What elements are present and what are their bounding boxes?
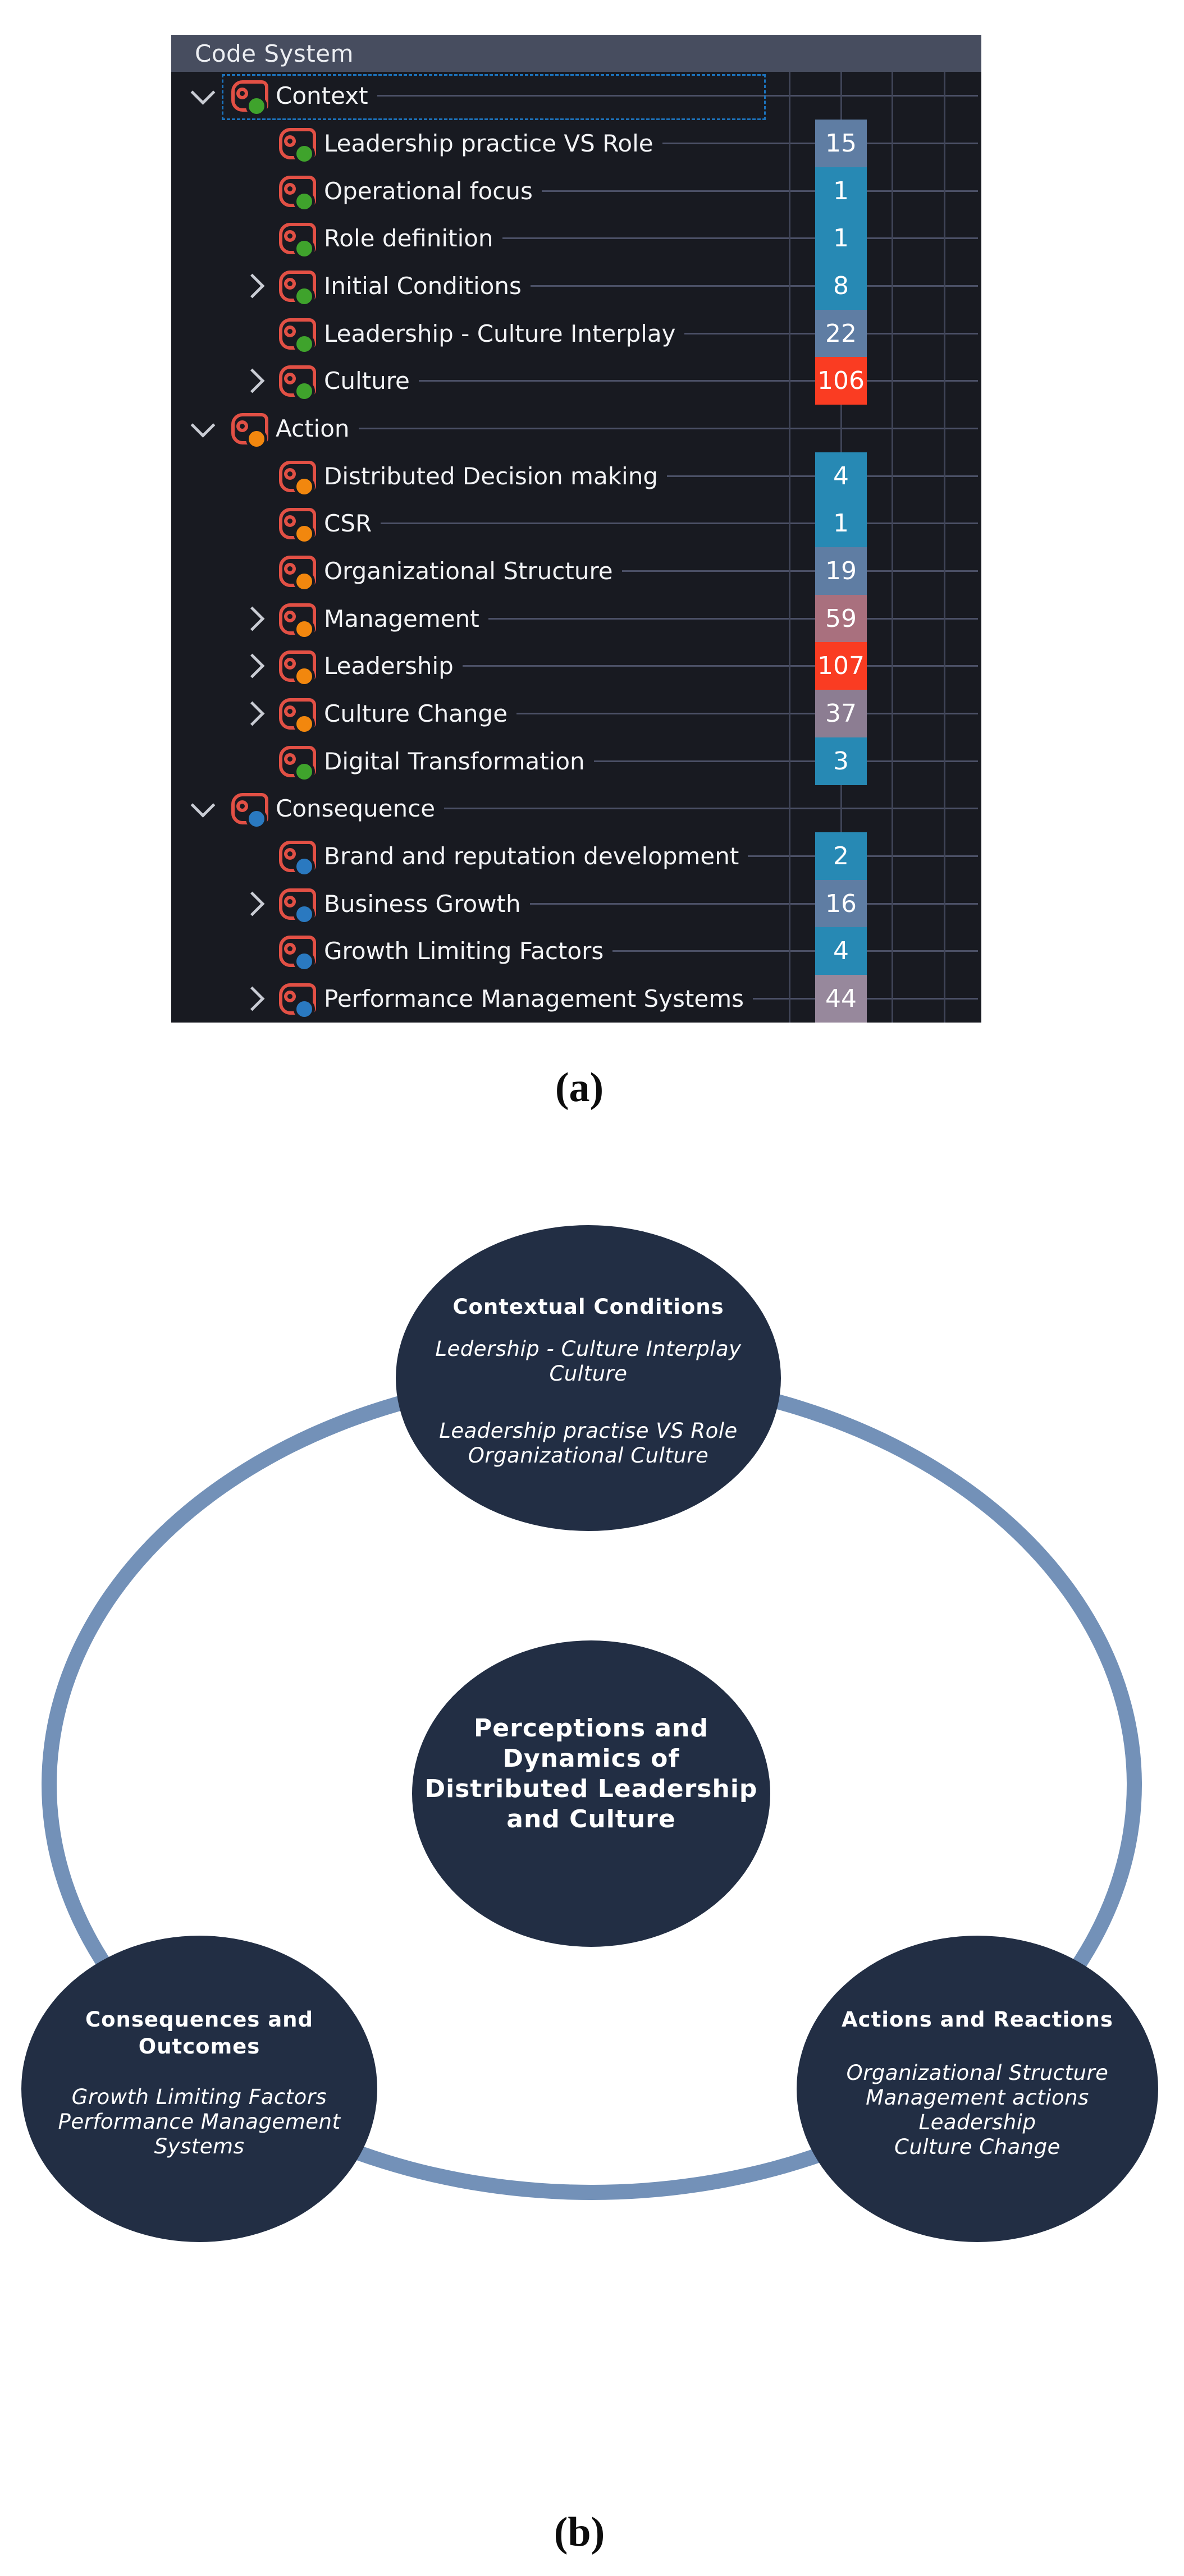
tree-row-action[interactable] <box>189 405 978 452</box>
tree-row-organizational-structure[interactable] <box>240 547 978 595</box>
bubble-item: Performance Management <box>58 2110 341 2134</box>
bubble-item: Management actions <box>866 2085 1089 2110</box>
bubble-title: Contextual Conditions <box>452 1295 724 1319</box>
leader-line <box>359 428 978 429</box>
tree-row-label: Leadership - Culture Interplay <box>324 320 676 347</box>
code-icon <box>279 223 316 254</box>
chevron-spacer <box>240 120 264 167</box>
tree-row-brand-and-reputation-development[interactable] <box>240 832 978 880</box>
code-icon <box>279 650 316 682</box>
bubble-title-line: Perceptions and <box>474 1714 708 1743</box>
leader-line <box>516 713 978 714</box>
chevron-right-icon[interactable] <box>240 975 264 1023</box>
tree-row-leadership-culture-interplay[interactable] <box>240 310 978 357</box>
chevron-right-icon[interactable] <box>240 690 264 737</box>
leader-line <box>612 950 978 952</box>
bubble-title-line: Distributed Leadership <box>424 1775 758 1803</box>
chevron-spacer <box>240 167 264 215</box>
bubble-item: Organizational Culture <box>468 1443 709 1468</box>
code-icon <box>279 365 316 397</box>
tree-row-label: Growth Limiting Factors <box>324 937 604 965</box>
bubble-title-line: and Culture <box>506 1805 676 1834</box>
contextual-conditions-bubble <box>396 1225 781 1531</box>
frequency-badge[interactable]: 37 <box>815 690 867 737</box>
chevron-spacer <box>240 832 264 880</box>
tree-row-role-definition[interactable] <box>240 214 978 262</box>
tree-row-label: Performance Management Systems <box>324 985 744 1012</box>
leader-line <box>419 380 978 382</box>
panel-header <box>171 35 981 72</box>
bubble-item: Organizational Structure <box>846 2061 1109 2085</box>
tree-row-csr[interactable] <box>240 499 978 547</box>
tree-row-label: Consequence <box>276 795 436 822</box>
tree-row-label: Culture <box>324 367 410 395</box>
tree-row-label: Culture Change <box>324 700 508 727</box>
bubble-title: Actions and Reactions <box>842 2007 1113 2032</box>
tree-row-label: Brand and reputation development <box>324 842 739 870</box>
chevron-right-icon[interactable] <box>240 357 264 405</box>
tree-row-context[interactable] <box>189 72 978 120</box>
frequency-badge[interactable]: 8 <box>815 262 867 310</box>
bubble-title-line: Consequences and <box>85 2007 314 2032</box>
frequency-badge[interactable]: 107 <box>815 642 867 690</box>
code-icon <box>231 80 268 112</box>
bubble-title-line: Dynamics of <box>502 1744 680 1773</box>
chevron-spacer <box>240 310 264 357</box>
tree-row-leadership-practice-vs-role[interactable] <box>240 120 978 167</box>
consequences-outcomes-bubble <box>21 1936 377 2242</box>
tree-row-label: Role definition <box>324 224 493 252</box>
tree-row-label: Leadership <box>324 652 454 680</box>
frequency-badge[interactable]: 44 <box>815 975 867 1023</box>
tree-row-label: Digital Transformation <box>324 748 585 775</box>
caption-a: (a) <box>555 1065 604 1111</box>
leader-line <box>444 808 978 809</box>
tree-row-growth-limiting-factors[interactable] <box>240 927 978 975</box>
leader-line <box>594 760 978 762</box>
tree-row-performance-management-systems[interactable] <box>240 975 978 1023</box>
code-system-panel <box>171 35 981 1023</box>
code-icon <box>279 936 316 967</box>
leader-line <box>622 570 978 572</box>
leader-line <box>530 903 978 905</box>
frequency-badge[interactable]: 106 <box>815 357 867 405</box>
bubble-item: Leadership <box>918 2110 1036 2134</box>
tree-row-consequence[interactable] <box>189 785 978 832</box>
frequency-badge[interactable]: 59 <box>815 595 867 643</box>
code-icon <box>279 746 316 777</box>
tree-row-digital-transformation[interactable] <box>240 737 978 785</box>
chevron-spacer <box>240 547 264 595</box>
frequency-badge[interactable]: 22 <box>815 310 867 357</box>
tree-row-label: Organizational Structure <box>324 557 613 585</box>
code-icon <box>279 698 316 730</box>
tree-row-management[interactable] <box>240 595 978 643</box>
bubble-item: Culture Change <box>894 2135 1060 2159</box>
frequency-badge[interactable]: 16 <box>815 880 867 928</box>
tree-row-culture[interactable] <box>240 357 978 405</box>
chevron-right-icon[interactable] <box>240 262 264 310</box>
tree-row-initial-conditions[interactable] <box>240 262 978 310</box>
chevron-down-icon[interactable] <box>189 405 216 452</box>
leader-line <box>531 285 978 287</box>
tree-row-label: Operational focus <box>324 177 533 205</box>
code-icon <box>279 128 316 159</box>
tree-row-label: Business Growth <box>324 890 521 918</box>
frequency-badge[interactable]: 4 <box>815 927 867 975</box>
leader-line <box>377 95 978 97</box>
leader-line <box>502 237 978 239</box>
leader-line <box>463 665 978 667</box>
tree-row-label: Management <box>324 605 479 632</box>
chevron-spacer <box>240 452 264 500</box>
codes-tree <box>171 72 981 1023</box>
grid-line-vertical <box>944 72 945 1023</box>
leader-line <box>542 190 978 192</box>
central-theme-bubble <box>412 1640 770 1947</box>
tree-row-label: Initial Conditions <box>324 272 522 300</box>
panel-title: Code System <box>195 39 354 67</box>
tree-row-leadership[interactable] <box>240 642 978 690</box>
code-icon <box>279 556 316 587</box>
leader-line <box>381 522 978 524</box>
code-icon <box>279 841 316 872</box>
chevron-right-icon[interactable] <box>240 880 264 928</box>
bubble-item: Systems <box>154 2134 245 2158</box>
frequency-badge[interactable]: 1 <box>815 167 867 215</box>
bubble-item: Growth Limiting Factors <box>71 2085 327 2109</box>
code-icon <box>231 793 268 824</box>
code-icon <box>279 461 316 492</box>
frequency-badge[interactable]: 2 <box>815 832 867 880</box>
code-icon <box>279 318 316 350</box>
code-icon <box>279 983 316 1015</box>
frequency-badge[interactable]: 1 <box>815 214 867 262</box>
chevron-spacer <box>240 499 264 547</box>
chevron-down-icon[interactable] <box>189 72 216 120</box>
bubble-item: Culture <box>549 1362 628 1386</box>
code-icon <box>279 508 316 539</box>
bubble-title-line: Outcomes <box>138 2034 260 2059</box>
coding-paradigm-diagram <box>0 1223 1184 2514</box>
frequency-badge[interactable]: 19 <box>815 547 867 595</box>
grid-line-vertical <box>789 72 790 1023</box>
frequency-badge[interactable]: 3 <box>815 737 867 785</box>
frequency-badge[interactable]: 4 <box>815 452 867 500</box>
code-icon <box>231 413 268 444</box>
tree-row-distributed-decision-making[interactable] <box>240 452 978 500</box>
chevron-right-icon[interactable] <box>240 595 264 643</box>
tree-row-label: Distributed Decision making <box>324 462 658 490</box>
grid-line-vertical <box>892 72 893 1023</box>
leader-line <box>488 618 978 620</box>
tree-row-label: Leadership practice VS Role <box>324 130 653 157</box>
bubble-item: Leadership practise VS Role <box>439 1419 738 1443</box>
code-icon <box>279 176 316 207</box>
code-icon <box>279 271 316 302</box>
chevron-spacer <box>240 737 264 785</box>
tree-row-business-growth[interactable] <box>240 880 978 928</box>
frequency-badge[interactable]: 15 <box>815 120 867 167</box>
chevron-spacer <box>240 927 264 975</box>
tree-row-culture-change[interactable] <box>240 690 978 737</box>
tree-row-label: Action <box>276 415 350 442</box>
tree-row-label: CSR <box>324 510 372 537</box>
chevron-spacer <box>240 214 264 262</box>
caption-b: (b) <box>554 2509 605 2555</box>
chevron-down-icon[interactable] <box>189 785 216 832</box>
chevron-right-icon[interactable] <box>240 642 264 690</box>
code-icon <box>279 603 316 635</box>
frequency-badge[interactable]: 1 <box>815 499 867 547</box>
actions-reactions-bubble <box>797 1936 1158 2242</box>
tree-row-operational-focus[interactable] <box>240 167 978 215</box>
tree-row-label: Context <box>276 82 368 109</box>
code-icon <box>279 888 316 920</box>
bubble-item: Ledership - Culture Interplay <box>435 1337 742 1361</box>
